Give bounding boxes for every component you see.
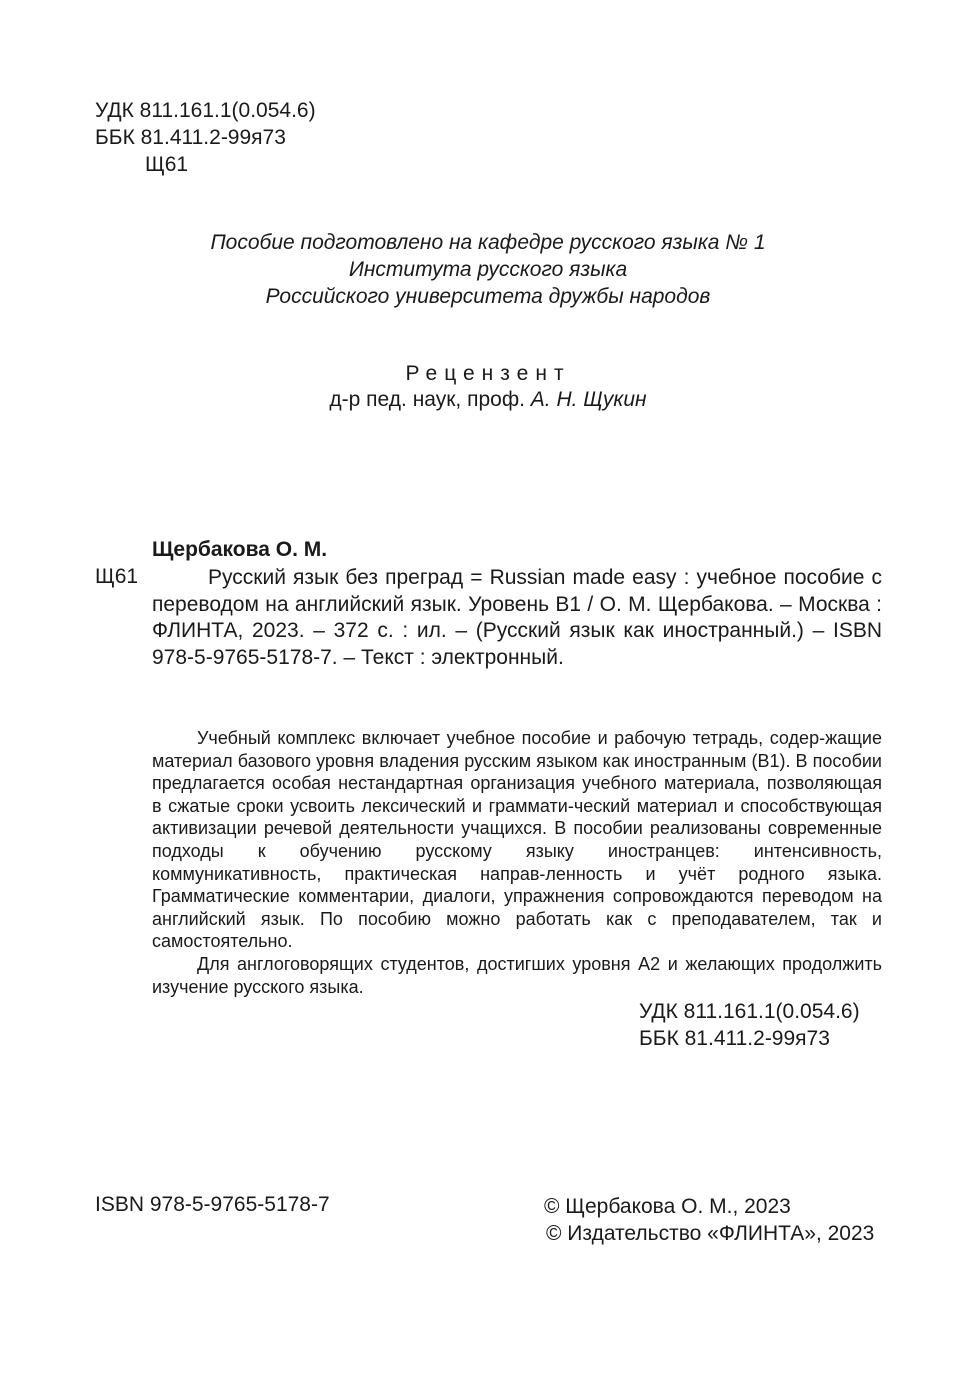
copyright-author: © Щербакова О. М., 2023 bbox=[544, 1195, 791, 1218]
udk-code: УДК 811.161.1(0.054.6) bbox=[95, 99, 316, 122]
annotation bbox=[152, 727, 882, 998]
bibliographic-description: Русский язык без преград = Russian made easy : учебное пособие с переводом на английский язык. Уровень В1 / О. М. Щербакова. – Москва : ФЛИНТА, 2023. – 372 с. : ил. – (Русский язык как иностранный.) – ISBN 978-5-9765-5178-7. – Текст : электронный. bbox=[152, 566, 882, 669]
preparation-note bbox=[0, 229, 976, 310]
cutter-mark: Щ61 bbox=[95, 565, 139, 588]
copyright-publisher: © Издательство «ФЛИНТА», 2023 bbox=[546, 1222, 875, 1245]
reviewer-name: А. Н. Щукин bbox=[530, 388, 647, 411]
bbk-code: ББК 81.411.2-99я73 bbox=[95, 126, 286, 149]
classification-codes-top bbox=[95, 97, 316, 178]
preparation-note-line: Пособие подготовлено на кафедре русского языка № 1 bbox=[210, 231, 766, 254]
author-heading: Щербакова О. М. bbox=[152, 538, 328, 561]
reviewer-heading: Рецензент bbox=[405, 362, 571, 385]
reviewer-credentials: д-р пед. наук, проф. bbox=[329, 388, 525, 411]
preparation-note-line: Института русского языка bbox=[348, 258, 628, 281]
cutter-code: Щ61 bbox=[145, 153, 189, 176]
udk-code: УДК 811.161.1(0.054.6) bbox=[639, 1000, 860, 1023]
bbk-code: ББК 81.411.2-99я73 bbox=[639, 1027, 830, 1050]
isbn: ISBN 978-5-9765-5178-7 bbox=[95, 1193, 330, 1216]
annotation-paragraph: Для англоговорящих студентов, достигших уровня А2 и желающих продолжить изучение русского языка. bbox=[152, 953, 882, 997]
annotation-paragraph: Учебный комплекс включает учебное пособие и рабочую тетрадь, содер-жащие материал базового уровня владения русским языком как иностранным (В1). В пособии предлагается особая нестандартная организация учебного материала, позволяющая в сжатые сроки усвоить лексический и граммати-ческий материал и способствующая активизации речевой деятельности учащихся. В пособии реализованы современные подходы к обучению русскому языку иностранцев: интенсивность, коммуникативность, практическая направ-ленность и учёт родного языка. Грамматические комментарии, диалоги, упражнения сопровождаются переводом на английский язык. По пособию можно работать как с преподавателем, так и самостоятельно. bbox=[152, 728, 882, 952]
reviewer-info bbox=[0, 388, 976, 412]
preparation-note-line: Российского университета дружбы народов bbox=[265, 285, 711, 308]
classification-codes-bottom bbox=[639, 998, 860, 1052]
copyright-block bbox=[544, 1193, 874, 1247]
